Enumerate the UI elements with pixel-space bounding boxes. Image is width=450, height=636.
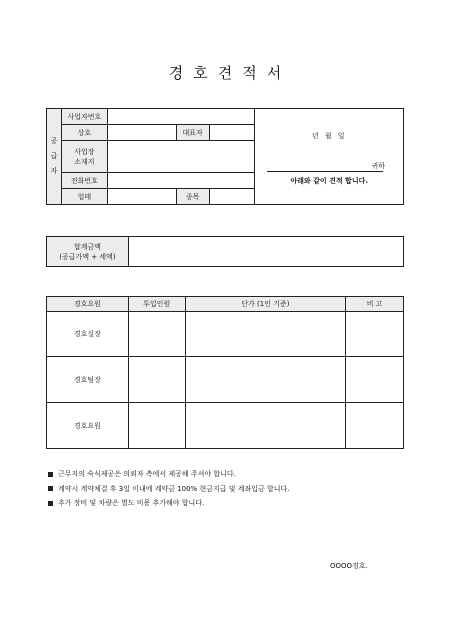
remarks-cell[interactable] — [346, 403, 404, 449]
phone-label: 전화번호 — [61, 173, 107, 189]
personnel-cell[interactable] — [128, 357, 185, 403]
date-recipient-cell — [255, 109, 404, 205]
bullet-square-icon — [48, 501, 53, 506]
header-personnel: 투입인원 — [128, 297, 185, 312]
price-cell[interactable] — [185, 312, 346, 357]
item-value[interactable] — [209, 189, 255, 205]
supplier-side-label: 공 급 자 — [47, 109, 62, 205]
price-cell[interactable] — [185, 357, 346, 403]
phone-value[interactable] — [107, 173, 255, 189]
representative-value[interactable] — [209, 125, 255, 141]
row-label: 경호팀장 — [47, 357, 129, 403]
total-table — [46, 236, 404, 267]
business-number-label: 사업자번호 — [61, 109, 107, 125]
header-remarks: 비 고 — [346, 297, 404, 312]
business-number-value[interactable] — [107, 109, 255, 125]
supplier-table — [46, 108, 404, 205]
header-unit-price: 단가 (1인 기준) — [185, 297, 346, 312]
guard-table — [46, 296, 404, 449]
bullet-square-icon — [48, 472, 53, 477]
page-title: 경호견적서 — [168, 64, 292, 82]
address-value[interactable] — [107, 141, 255, 173]
company-signature: OOOO경호. — [330, 562, 368, 570]
bullet-square-icon — [48, 486, 53, 491]
row-label: 경호실장 — [47, 312, 129, 357]
remarks-cell[interactable] — [346, 312, 404, 357]
row-label: 경호요원 — [47, 403, 129, 449]
business-type-value[interactable] — [107, 189, 176, 205]
total-value[interactable] — [128, 237, 403, 267]
business-type-label: 업태 — [61, 189, 107, 205]
notes-list — [48, 467, 290, 511]
address-label: 사업장 소재지 — [61, 141, 107, 173]
representative-label: 대표자 — [176, 125, 209, 141]
note-item: 추가 장비 및 차량은 별도 비용 추가해야 합니다. — [48, 496, 290, 511]
remarks-cell[interactable] — [346, 357, 404, 403]
personnel-cell[interactable] — [128, 312, 185, 357]
price-cell[interactable] — [185, 403, 346, 449]
note-item: 근무자의 숙식제공은 의뢰자 측에서 제공해 주셔야 합니다. — [48, 467, 290, 482]
company-name-value[interactable] — [107, 125, 176, 141]
company-name-label: 상호 — [61, 125, 107, 141]
recipient-line — [267, 171, 383, 172]
total-label: 합계금액 (공급가액 + 세액) — [47, 237, 129, 267]
note-item: 계약시 계약체결 후 3일 이내에 계약금 100% 현금지급 및 계좌입금 합니다. — [48, 482, 290, 497]
header-guard: 경호요원 — [47, 297, 129, 312]
date-line: 년 월 일 — [311, 132, 347, 140]
item-label: 종목 — [176, 189, 209, 205]
quote-statement: 아래와 같이 견적 합니다. — [290, 177, 368, 185]
personnel-cell[interactable] — [128, 403, 185, 449]
recipient-label: 귀하 — [371, 162, 385, 170]
